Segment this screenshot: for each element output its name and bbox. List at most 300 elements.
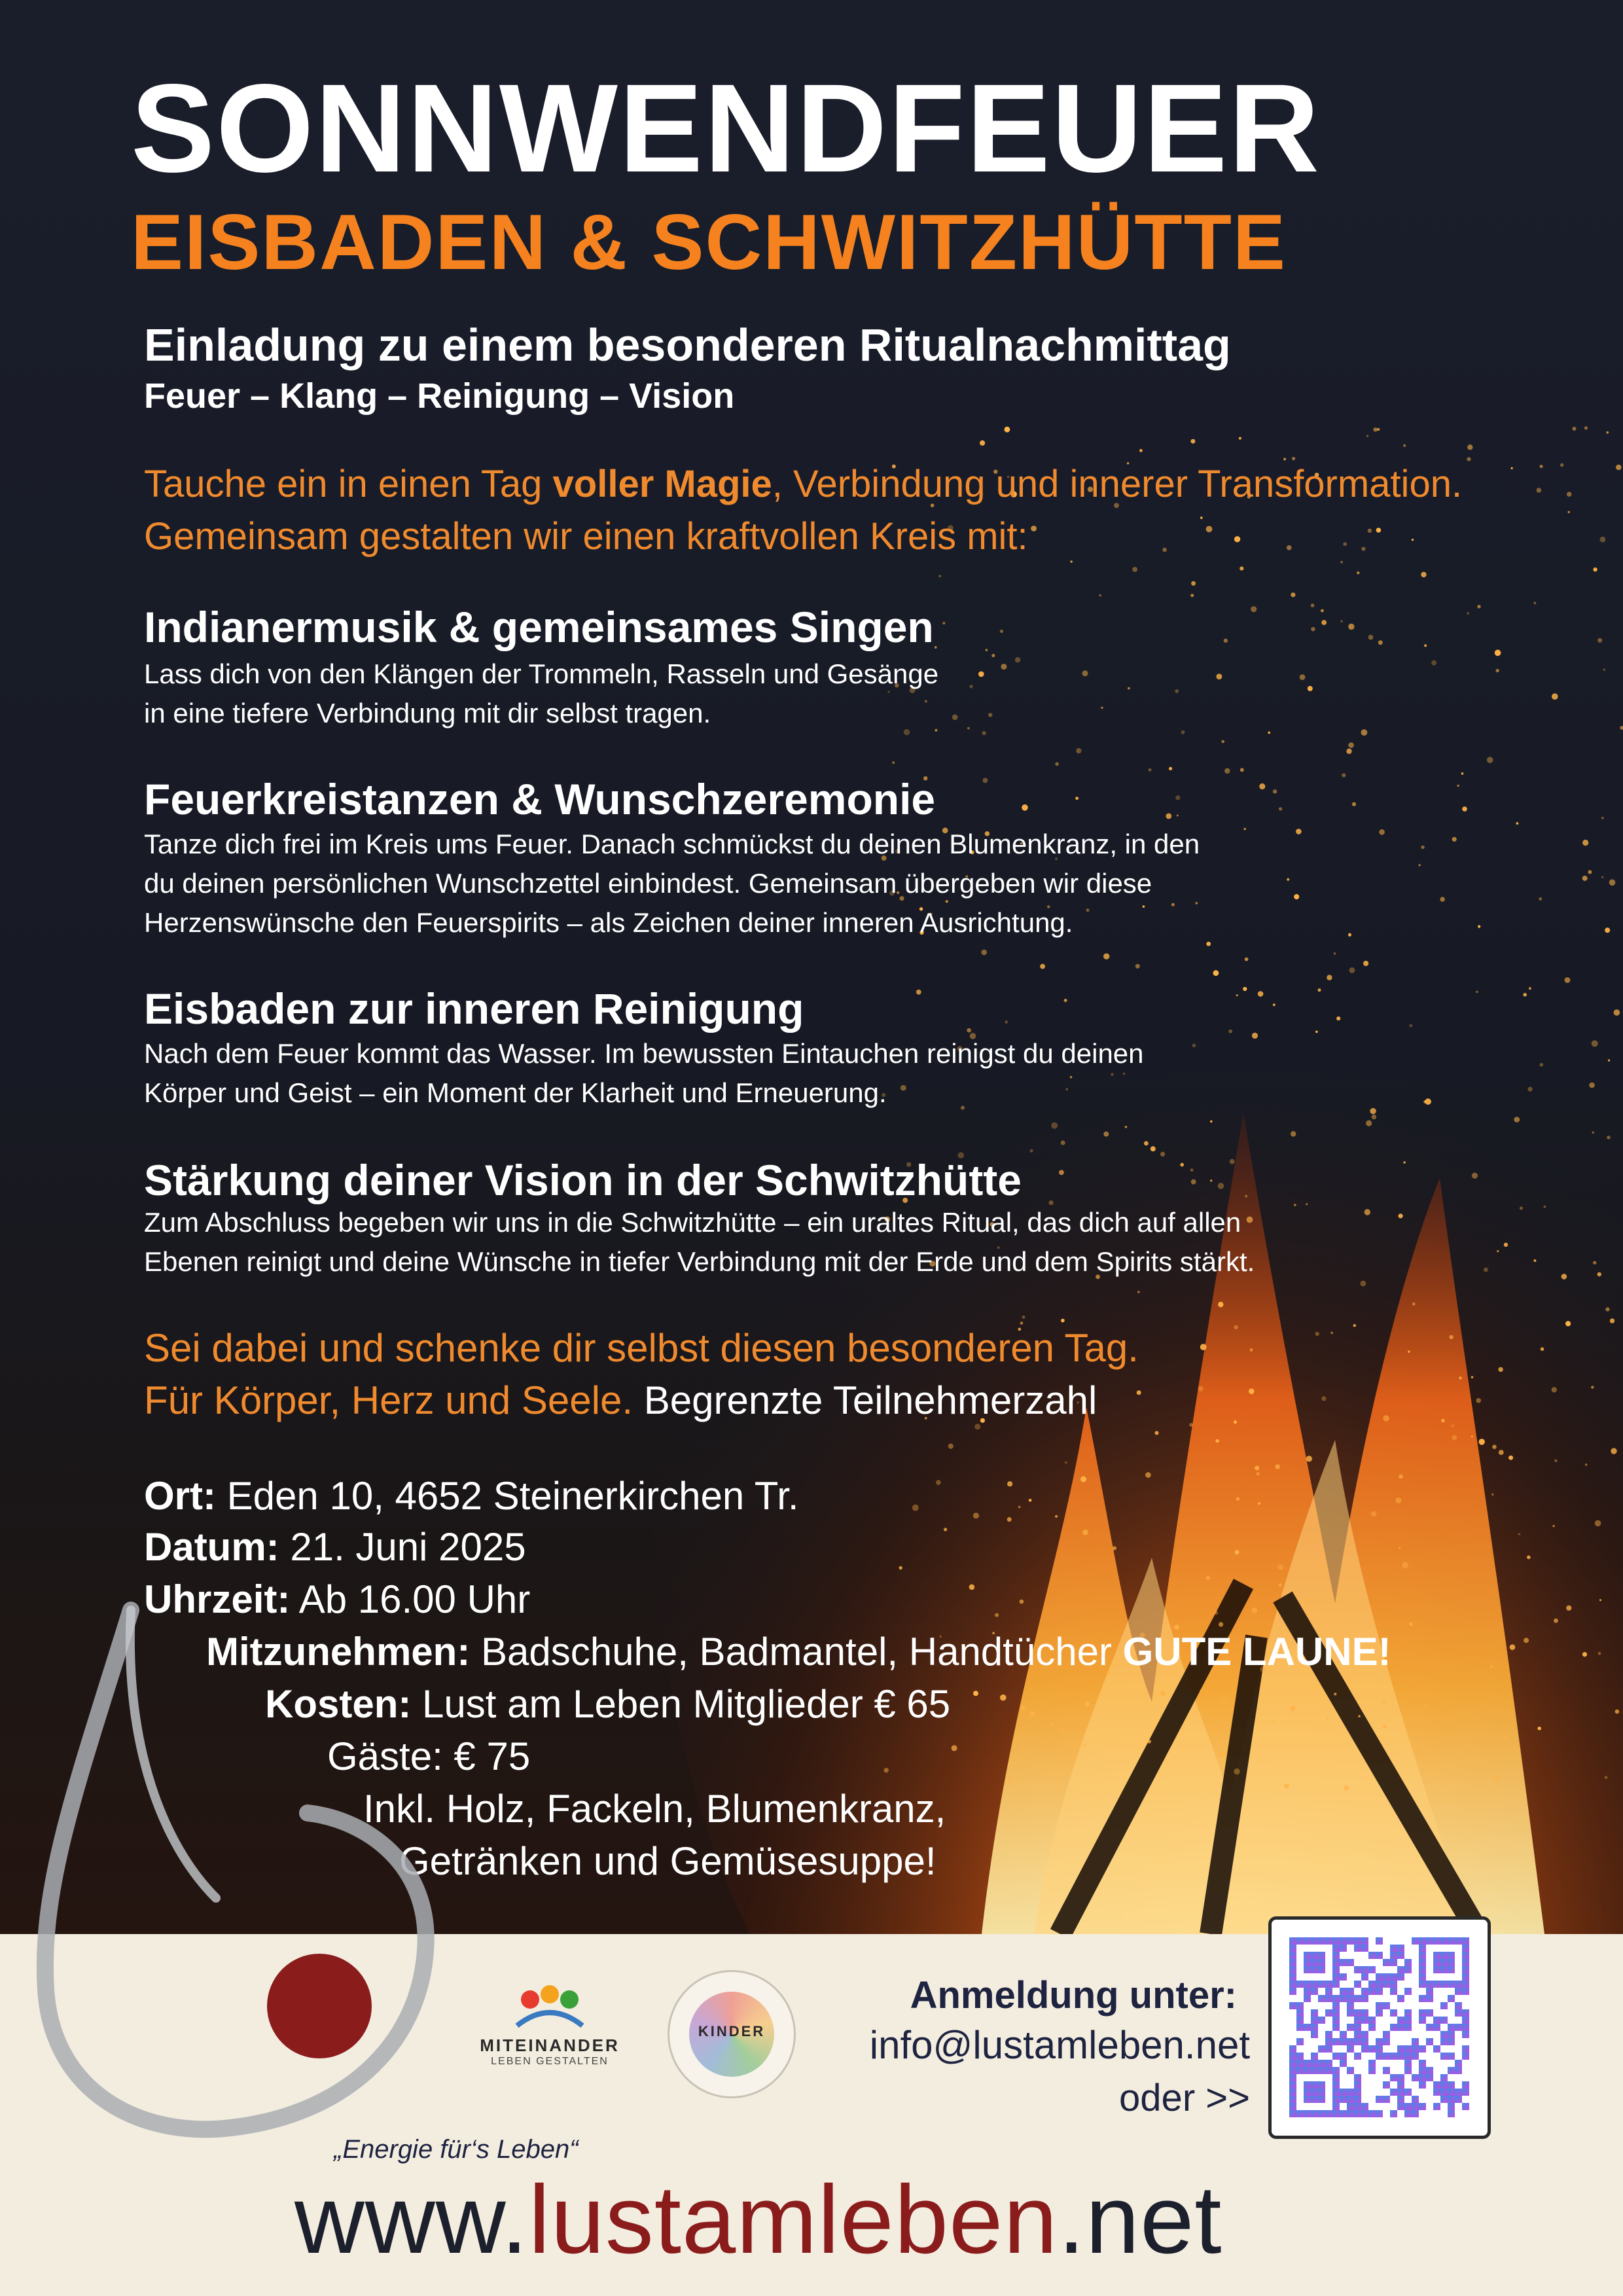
qr-module [1361,1988,1368,1995]
registration-email-link[interactable]: info@lustamleben.net [869,2023,1250,2067]
qr-module [1347,2045,1354,2053]
spark [1273,789,1277,793]
spark [1499,1450,1504,1455]
qr-module [1340,2053,1347,2060]
spark [1472,1173,1478,1179]
spark [1421,572,1426,577]
spark [1348,742,1354,748]
guest-price: Gäste: € 75 [327,1734,531,1778]
qr-module [1332,1973,1340,1981]
spark [1601,876,1603,878]
qr-module [1368,2024,1376,2031]
qr-module [1332,2024,1340,2031]
spark [1082,1530,1088,1535]
spark [1508,1456,1513,1460]
qr-module [1318,2067,1325,2074]
spark [1258,1502,1260,1505]
qr-module [1376,1937,1383,1945]
qr-module [1354,2038,1361,2045]
qr-module [1368,1966,1376,1973]
qr-module [1440,2081,1448,2089]
spark [1020,1600,1024,1604]
spark [1471,1435,1473,1437]
spark [1103,954,1109,960]
spark [1221,740,1224,744]
qr-module [1332,2067,1340,2074]
spark [1402,1562,1408,1569]
spark [1022,804,1028,811]
qr-module [1354,1981,1361,1988]
qr-module [1433,2089,1440,2096]
spark [1424,644,1427,647]
spark [1245,958,1249,961]
qr-module [1304,2081,1311,2089]
invitation-heading: Einladung zu einem besonderen Ritualnachmittag [144,319,1231,370]
qr-module [1304,1937,1311,1945]
spark [1213,970,1219,976]
spark [1040,964,1045,969]
qr-module [1419,2081,1426,2089]
website-brand: lustamleben [528,2166,1058,2274]
spark [1540,465,1543,468]
spark [1239,437,1241,440]
qr-module [1455,2096,1462,2103]
qr-module [1325,2009,1332,2017]
qr-module [1462,1988,1469,1995]
qr-module [1368,2017,1376,2024]
qr-module [1455,2024,1462,2031]
qr-module [1311,2009,1318,2017]
spark [1064,999,1067,1002]
qr-module [1426,1981,1433,1988]
intro-part2: , Verbindung und innerer Transformation. Gemeinsam gestalten wir einen kraftvollen Kreis mit: [144,463,1463,558]
qr-module [1340,2096,1347,2103]
spark [980,440,985,446]
qr-module [1289,2074,1296,2081]
qr-module [1332,2110,1340,2117]
spark [1566,1605,1571,1611]
slogan: „Energie für‘s Leben“ [334,2135,579,2164]
qr-module [1397,2096,1404,2103]
qr-module [1462,2031,1469,2038]
section-line: Ebenen reinigt und deine Wünsche in tiefer Verbindung mit der Erde und dem Spirits stärkt. [144,1246,1255,1277]
spark [1214,1611,1218,1615]
qr-module [1397,1945,1404,1952]
qr-module [1311,2024,1318,2031]
qr-module [1433,1952,1440,1959]
qr-module [1390,2110,1397,2117]
qr-module [1412,2038,1419,2045]
qr-module [1397,2053,1404,2060]
qr-module [1311,2081,1318,2089]
spark [1487,757,1493,763]
qr-module [1325,1988,1332,1995]
qr-module [1311,2067,1318,2074]
spark [1490,1665,1493,1668]
spark [1403,444,1406,447]
qr-module [1462,1966,1469,1973]
qr-module [1383,1959,1390,1966]
qr-module [1354,2017,1361,2024]
qr-module [1361,2038,1368,2045]
spark [1539,897,1542,901]
qr-module [1412,2053,1419,2060]
qr-module [1311,2096,1318,2103]
qr-module [1440,2002,1448,2009]
spark [1236,994,1238,996]
qr-module [1361,1966,1368,1973]
qr-module [1340,1937,1347,1945]
qr-module [1440,2089,1448,2096]
spark [1588,870,1592,874]
spark [1007,1481,1012,1486]
qr-module [1455,2002,1462,2009]
qr-module [1296,2053,1304,2060]
qr-module [1296,2060,1304,2067]
qr-module [1426,2067,1433,2074]
qr-module [1376,2096,1383,2103]
spark [1118,1683,1121,1685]
spark [1055,762,1059,766]
qr-module [1462,2017,1469,2024]
spark [1462,806,1467,812]
spark [1029,1499,1032,1502]
spark [1595,1520,1601,1527]
spark [944,1528,947,1531]
qr-module [1376,2110,1383,2117]
spark [967,1028,971,1033]
logo-figure-icon [560,1990,579,2009]
qr-module [1332,1981,1340,1988]
spark [1100,1797,1102,1799]
spark [1378,640,1383,645]
qr-module [1397,1966,1404,1973]
spark [1492,1444,1497,1449]
qr-code[interactable] [1268,1916,1491,2139]
qr-module [1440,1981,1448,1988]
spark [1368,635,1374,640]
qr-module [1332,1995,1340,2002]
spark [1321,620,1327,625]
spark [1600,537,1606,543]
qr-module [1426,2009,1433,2017]
spark [935,646,937,649]
qr-module [1404,1959,1412,1966]
qr-module [1361,1995,1368,2002]
spark [899,1566,902,1570]
spark [1601,817,1604,819]
qr-module [1332,2089,1340,2096]
qr-module [1440,1966,1448,1973]
spark [1099,594,1101,597]
qr-module [1412,2103,1419,2110]
spark [1020,1706,1026,1711]
qr-module [1455,1981,1462,1988]
qr-module [1289,2067,1296,2074]
qr-module [1289,2103,1296,2110]
spark [1358,1715,1361,1717]
spark [1022,1748,1025,1751]
qr-module [1340,1995,1347,2002]
qr-module [1289,2002,1296,2009]
spark [1291,1131,1296,1136]
spark [1479,1439,1485,1444]
spark [1582,1652,1587,1657]
spark [1477,605,1480,608]
spark [1493,1776,1499,1781]
qr-module [1361,2031,1368,2038]
spark [1224,639,1228,643]
qr-module [1361,1945,1368,1952]
qr-module [1455,2067,1462,2074]
spark [1190,1168,1194,1172]
spark [1368,1625,1372,1628]
spark [1409,1024,1412,1028]
spark [1230,1159,1235,1164]
qr-module [1361,1973,1368,1981]
qr-module [1448,1959,1455,1966]
spark [1616,465,1622,471]
qr-module [1390,2074,1397,2081]
qr-module [1325,2038,1332,2045]
spark [1552,1387,1557,1392]
spark [1273,1721,1275,1723]
spark [1527,1556,1531,1560]
qr-module [1383,2067,1390,2074]
spark [1540,1063,1544,1067]
spark [1174,1624,1179,1630]
spark [1491,1494,1493,1496]
spark [1461,772,1464,775]
qr-module [1318,2060,1325,2067]
qr-module [1376,1988,1383,1995]
spark [1221,1699,1226,1704]
qr-module [1368,1988,1376,1995]
spark [1000,630,1003,633]
spark [916,990,921,995]
spark [938,575,941,577]
spark [1336,1016,1340,1020]
spark [1251,1607,1257,1613]
qr-module [1462,2089,1469,2096]
qr-module [1332,1959,1340,1966]
spark [1334,1693,1336,1695]
qr-module [1419,1945,1426,1952]
spark [981,950,987,956]
qr-module [1296,2017,1304,2024]
qr-module [1311,1959,1318,1966]
spark [1363,961,1368,966]
spark [1210,1179,1212,1181]
qr-module [1448,2089,1455,2096]
spark [1541,1347,1544,1351]
qr-module [1440,2074,1448,2081]
spark [1537,488,1542,493]
qr-code-icon [1272,1920,1488,2136]
qr-module [1325,1937,1332,1945]
spark [1076,748,1081,753]
qr-module [1311,1981,1318,1988]
qr-module [1304,1988,1311,1995]
qr-module [1332,2096,1340,2103]
qr-module [1419,2017,1426,2024]
qr-module [1426,1937,1433,1945]
qr-module [1397,2074,1404,2081]
spark [1476,991,1478,994]
spark [1290,1706,1295,1712]
spark [1206,1576,1210,1580]
qr-module [1419,1966,1426,1973]
spark [1327,975,1332,980]
spark [1219,1751,1225,1757]
qr-module [1325,1995,1332,2002]
qr-module [1354,2074,1361,2081]
spark [1383,1725,1386,1728]
qr-module [1368,2110,1376,2117]
spark [1318,988,1321,992]
qr-module [1390,1945,1397,1952]
spark [1592,1040,1598,1047]
spark [1055,1515,1058,1518]
qr-module [1289,1952,1296,1959]
event-title: SONNWENDFEUER [131,58,1321,198]
spark [1614,1009,1620,1016]
website-link[interactable] [294,2166,1222,2274]
closing-text [144,1322,1518,1427]
qr-module [1304,2024,1311,2031]
qr-module [1318,1959,1325,1966]
spark [1311,603,1315,607]
spark [1518,1533,1521,1535]
spark [1598,1652,1601,1655]
qr-module [1397,2089,1404,2096]
spark [1585,1463,1588,1466]
spark [1593,1261,1596,1265]
spark [1591,1386,1594,1388]
section-line: Nach dem Feuer kommt das Wasser. Im bewussten Eintauchen reinigst du deinen [144,1038,1144,1069]
qr-module [1332,2002,1340,2009]
spark [1371,1511,1376,1516]
spark [1409,1623,1412,1626]
qr-module [1311,1966,1318,1973]
qr-module [1397,2081,1404,2089]
qr-module [1289,2089,1296,2096]
participant-limit: Begrenzte Teilnehmerzahl [633,1378,1097,1422]
qr-module [1376,2053,1383,2060]
spark [1050,1723,1053,1726]
qr-module [1347,2002,1354,2009]
qr-module [1433,2024,1440,2031]
qr-module [1354,2089,1361,2096]
spark [1080,1477,1086,1482]
spark [1605,1776,1608,1779]
qr-module [1289,1966,1296,1973]
section-text-sweatlodge [144,1203,1518,1282]
qr-module [1419,1937,1426,1945]
qr-module [1368,2060,1376,2067]
kinder-logo [668,1970,796,2098]
spark [1395,1498,1401,1503]
qr-module [1397,2017,1404,2024]
qr-module [1304,1995,1311,2002]
spark [1284,1784,1289,1788]
section-line: du deinen persönlichen Wunschzettel einbindest. Gemeinsam übergeben wir diese [144,868,1152,899]
spark [1457,785,1459,787]
spark [1554,1460,1557,1462]
qr-module [1419,2009,1426,2017]
spark [1022,1316,1026,1319]
spark [952,1745,957,1751]
section-line: Körper und Geist – ein Moment der Klarheit und Erneuerung. [144,1077,887,1108]
location-line [144,1474,799,1518]
spark [1348,624,1354,630]
bring-label: Mitzunehmen: [206,1630,471,1674]
qr-module [1426,1995,1433,2002]
location-label: Ort: [144,1474,216,1518]
event-subtitle: EISBADEN & SCHWITZHÜTTE [131,198,1287,286]
qr-module [1354,2009,1361,2017]
drop-logo [0,1532,471,2160]
spark [1372,1115,1376,1119]
spark [1344,1785,1349,1791]
qr-module [1448,1937,1455,1945]
spark [1191,1179,1196,1185]
spark [1218,1183,1224,1189]
spark [1321,609,1324,613]
qr-module [1289,2096,1296,2103]
qr-module [1448,2110,1455,2117]
spark [1160,1691,1166,1696]
qr-module [1332,2009,1340,2017]
spark [1005,1020,1008,1024]
qr-module [1383,2081,1390,2089]
qr-module [1354,2024,1361,2031]
spark [1085,1702,1090,1706]
qr-module [1332,1937,1340,1945]
spark [1144,1141,1149,1146]
qr-module [1383,2031,1390,2038]
miteinander-logo-subtext: LEBEN GESTALTEN [491,2056,609,2067]
qr-module [1462,2024,1469,2031]
spark [1082,1744,1086,1748]
qr-module [1448,1952,1455,1959]
qr-module [1404,2110,1412,2117]
qr-module [1419,1973,1426,1981]
spark [1615,1710,1620,1714]
qr-module [1462,1973,1469,1981]
qr-module [1340,2060,1347,2067]
spark [1007,1778,1011,1782]
qr-module [1332,1945,1340,1952]
drop-logo-inner-stroke [130,1610,216,1898]
qr-module [1462,1959,1469,1966]
qr-module [1347,2103,1354,2110]
inclusions-line1: Inkl. Holz, Fackeln, Blumenkranz, [363,1787,946,1831]
qr-module [1390,1959,1397,1966]
date-value: 21. Juni 2025 [279,1525,526,1569]
qr-module [1318,1981,1325,1988]
spark [1273,1003,1275,1006]
qr-module [1383,2038,1390,2045]
qr-module [1354,1945,1361,1952]
qr-module [1289,2060,1296,2067]
qr-module [1448,1995,1455,2002]
spark [1275,1464,1280,1469]
qr-module [1354,1966,1361,1973]
spark [1007,1517,1012,1522]
qr-module [1376,1981,1383,1988]
qr-module [1455,2089,1462,2096]
